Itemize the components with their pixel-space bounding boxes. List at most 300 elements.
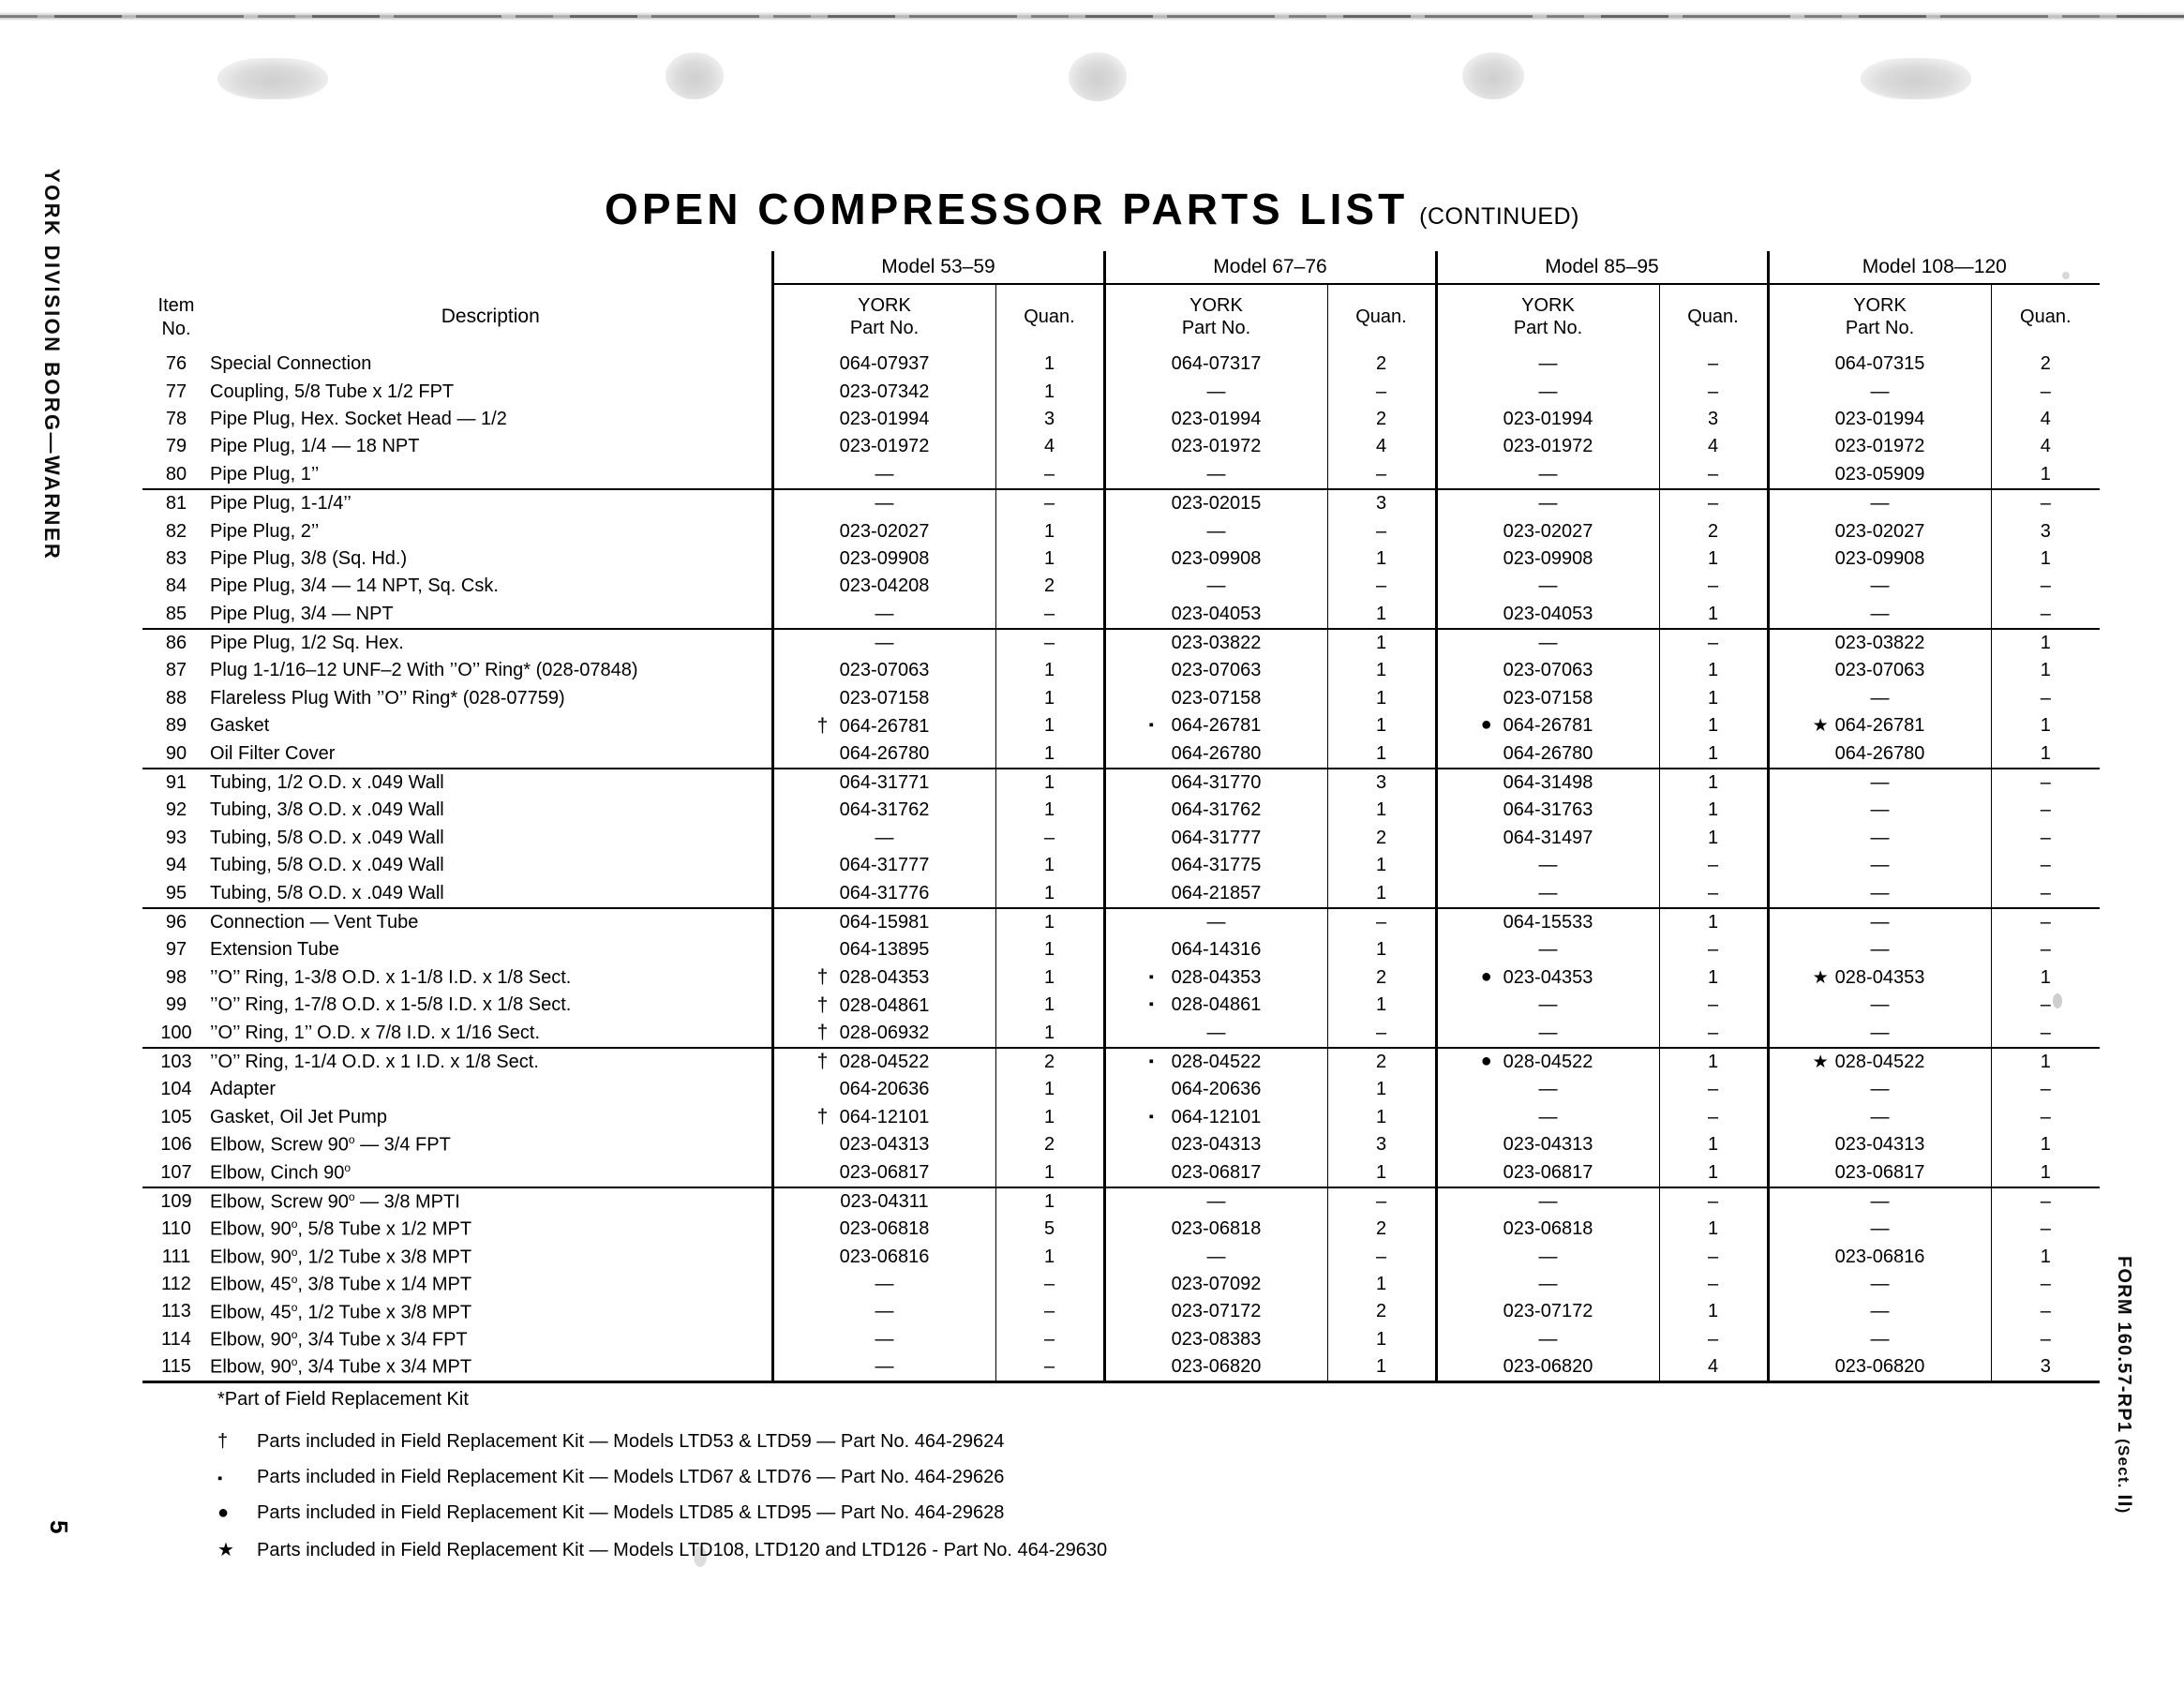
table-row [142, 769, 2100, 797]
header-quan-1: Quan. [995, 284, 1104, 351]
part-number-value: 023-07158 [839, 687, 930, 709]
quantity-cell: – [1327, 1187, 1436, 1216]
part-number-cell [1768, 1271, 1991, 1298]
part-number-value: 023-01994 [1171, 408, 1262, 429]
item-number-cell: 81 [142, 489, 210, 517]
description-cell: Special Connection [210, 351, 772, 378]
part-number-cell [1768, 545, 1991, 573]
part-number-value: 023-06817 [839, 1161, 930, 1183]
quantity-cell: – [1659, 1271, 1768, 1298]
part-number-cell [1768, 852, 1991, 879]
part-number-value: — [1870, 1190, 1890, 1212]
quantity-cell: 1 [1659, 685, 1768, 712]
scan-edge-line [0, 15, 2184, 18]
description-cell: Elbow, 90$^o$, 3/4 Tube x 3/4 MPT [210, 1353, 772, 1382]
quantity-cell: – [1659, 1104, 1768, 1131]
part-number-value: 064-26781 [1834, 715, 1925, 737]
quantity-cell: 1 [995, 1187, 1104, 1216]
quantity-cell: 3 [1991, 1353, 2100, 1382]
quantity-cell: – [1991, 825, 2100, 852]
quantity-cell: 1 [1327, 629, 1436, 657]
table-row [142, 433, 2100, 460]
part-number-value: — [1206, 575, 1226, 597]
quantity-cell: – [1991, 936, 2100, 963]
quantity-cell: – [995, 1298, 1104, 1325]
part-number-cell [772, 797, 995, 824]
quantity-cell: 2 [1327, 406, 1436, 433]
part-number-value: 064-12101 [1171, 1106, 1262, 1127]
quantity-cell: 1 [995, 852, 1104, 879]
footnote-row [217, 1502, 1623, 1524]
part-number-cell [772, 1271, 995, 1298]
model-group-85-95: Model 85–95 [1436, 251, 1768, 284]
quantity-cell: 2 [1659, 517, 1768, 545]
part-number-value: 023-06818 [839, 1218, 930, 1240]
part-number-cell [1436, 1158, 1659, 1187]
part-number-value: — [1538, 1246, 1558, 1267]
part-number-cell [1436, 573, 1659, 600]
quantity-cell: 1 [1327, 601, 1436, 629]
item-number-cell: 111 [161, 1246, 191, 1267]
quantity-cell: 1 [1991, 1244, 2100, 1271]
part-number-cell [1436, 433, 1659, 460]
part-number-value: — [1538, 1079, 1558, 1100]
table-row [142, 1216, 2100, 1243]
part-number-value: 023-06818 [1503, 1218, 1593, 1240]
description-cell: Pipe Plug, 3/8 (Sq. Hd.) [210, 545, 772, 573]
part-number-value: — [875, 463, 894, 485]
part-number-cell [1104, 406, 1327, 433]
quantity-cell: 1 [1327, 739, 1436, 768]
quantity-cell: 1 [1991, 1131, 2100, 1158]
part-number-cell [1436, 769, 1659, 797]
description-cell: Elbow, 90$^o$, 3/4 Tube x 3/4 FPT [210, 1326, 772, 1353]
quantity-cell: – [1659, 1326, 1768, 1353]
quantity-cell: 1 [1327, 685, 1436, 712]
part-number-value: — [1538, 855, 1558, 876]
description-cell: Coupling, 5/8 Tube x 1/2 FPT [210, 378, 772, 405]
page-number: 5 [45, 1520, 73, 1534]
part-number-value: 064-12101 [839, 1107, 930, 1128]
quantity-cell: 2 [1991, 351, 2100, 378]
part-number-value: 023-06818 [1171, 1218, 1262, 1240]
item-number-cell: 107 [160, 1161, 192, 1183]
part-number-cell: † 064-26781 [816, 714, 930, 737]
part-number-cell: ▪ 028-04522 [1104, 1048, 1327, 1076]
quantity-cell: – [995, 461, 1104, 489]
page-title-continued: (CONTINUED) [1419, 203, 1579, 230]
quantity-cell: – [1659, 936, 1768, 963]
item-number-cell: 80 [165, 463, 187, 485]
quantity-cell: – [1991, 573, 2100, 600]
part-number-value: 028-04522 [839, 1052, 930, 1073]
quantity-cell: – [1991, 685, 2100, 712]
quantity-cell: 2 [1327, 1048, 1436, 1076]
quantity-cell: – [1659, 489, 1768, 517]
footnote-row [217, 1467, 1623, 1488]
quantity-cell: 2 [1327, 1298, 1436, 1325]
part-number-value: 023-01972 [839, 436, 930, 457]
item-number-cell: 110 [161, 1218, 191, 1240]
quantity-cell: 1 [1659, 769, 1768, 797]
part-number-value: 023-06816 [1834, 1246, 1925, 1267]
part-number-value: — [1870, 912, 1890, 933]
footnote-row [217, 1538, 1623, 1561]
part-number-cell [1768, 1326, 1991, 1353]
header-spacer-desc [210, 251, 772, 284]
part-number-cell [1104, 1187, 1327, 1216]
part-number-cell [1104, 517, 1327, 545]
quantity-cell: 1 [1659, 964, 1768, 992]
quantity-cell: – [1327, 908, 1436, 936]
part-number-cell [1104, 797, 1327, 824]
quantity-cell: 1 [1327, 1271, 1436, 1298]
description-cell: ’’O’’ Ring, 1-7/8 O.D. x 1-5/8 I.D. x 1/8 Sect. [210, 992, 772, 1019]
part-number-cell [772, 517, 995, 545]
part-number-value: — [1538, 1274, 1558, 1295]
part-number-cell [1436, 879, 1659, 907]
table-row [142, 1187, 2100, 1216]
description-cell: ’’O’’ Ring, 1-3/8 O.D. x 1-1/8 I.D. x 1/8 Sect. [210, 964, 772, 992]
quantity-cell: 1 [995, 517, 1104, 545]
part-number-cell [772, 1216, 995, 1243]
item-number-cell: 91 [142, 769, 210, 797]
part-number-cell [1768, 797, 1991, 824]
item-number-cell: 105 [160, 1106, 192, 1127]
part-number-value: 028-04353 [839, 967, 930, 989]
part-number-value: 064-20636 [839, 1079, 930, 1100]
quantity-cell: – [1991, 1326, 2100, 1353]
table-row [142, 1048, 2100, 1076]
table-row [142, 825, 2100, 852]
part-number-cell [1436, 1244, 1659, 1271]
footnote-text: Parts included in Field Replacement Kit — Models LTD85 & LTD95 — Part No. 464-29628 [257, 1502, 1005, 1523]
header-partno-2: Part No. [1181, 318, 1251, 338]
quantity-cell: 1 [1659, 1048, 1768, 1076]
part-number-value: 023-09908 [1171, 547, 1262, 569]
parts-table [142, 251, 2100, 1383]
quantity-cell: 1 [1327, 936, 1436, 963]
part-number-cell [1436, 852, 1659, 879]
table-row [142, 517, 2100, 545]
footnote-text: Parts included in Field Replacement Kit — Models LTD108, LTD120 and LTD126 - Part No. 464-29630 [257, 1540, 1108, 1560]
quantity-cell: – [1991, 769, 2100, 797]
part-number-cell [772, 1353, 995, 1382]
part-number-cell [1104, 461, 1327, 489]
table-row [142, 1298, 2100, 1325]
header-york-3: YORK [1521, 295, 1575, 317]
part-number-value: 023-01994 [1503, 408, 1593, 429]
part-number-value: — [1538, 575, 1558, 597]
table-row [142, 601, 2100, 629]
quantity-cell: – [1659, 1076, 1768, 1103]
part-number-cell [1104, 545, 1327, 573]
part-number-cell [1436, 657, 1659, 684]
quantity-cell: – [1991, 601, 2100, 629]
part-number-cell [1768, 1244, 1991, 1271]
part-number-cell [1436, 1353, 1659, 1382]
quantity-cell: 1 [1327, 797, 1436, 824]
part-number-value: 064-26781 [1171, 715, 1262, 737]
quantity-cell: – [1991, 378, 2100, 405]
part-number-cell: † 028-04353 [816, 966, 930, 989]
model-group-53-59: Model 53–59 [772, 251, 1104, 284]
quantity-cell: – [1659, 879, 1768, 907]
part-number-cell [1104, 1216, 1327, 1243]
item-number-cell: 115 [142, 1353, 210, 1382]
quantity-cell: – [995, 1271, 1104, 1298]
part-number-value: 023-07063 [1834, 660, 1925, 681]
part-number-cell [1436, 739, 1659, 768]
part-number-value: 023-04311 [840, 1190, 929, 1212]
part-number-value: — [1870, 994, 1890, 1016]
part-number-value: — [1870, 1301, 1890, 1322]
part-number-cell [1104, 433, 1327, 460]
quantity-cell: 1 [995, 685, 1104, 712]
description-cell: Flareless Plug With ’’O’’ Ring* (028-07759) [210, 685, 772, 712]
part-number-cell [772, 825, 995, 852]
part-number-value: 064-15981 [839, 912, 930, 933]
part-number-value: 064-31762 [839, 799, 930, 821]
description-cell: Pipe Plug, 2’’ [210, 517, 772, 545]
part-number-value: 028-04522 [1503, 1051, 1593, 1072]
quantity-cell: 1 [1327, 545, 1436, 573]
quantity-cell: 1 [1327, 852, 1436, 879]
part-number-cell [1768, 517, 1991, 545]
item-number-cell: 92 [165, 799, 187, 821]
description-cell: Pipe Plug, 3/4 — NPT [210, 601, 772, 629]
quantity-cell: 1 [995, 351, 1104, 378]
part-number-value: 023-01994 [1834, 408, 1925, 429]
part-number-value: 064-26780 [1834, 742, 1925, 764]
quantity-cell: – [1327, 378, 1436, 405]
quantity-cell: 1 [1327, 1104, 1436, 1131]
part-number-value: 064-31763 [1503, 799, 1593, 821]
part-number-value: 023-06817 [1834, 1161, 1925, 1183]
part-number-cell [1104, 1244, 1327, 1271]
table-row [142, 992, 2100, 1019]
part-number-cell [1104, 1019, 1327, 1047]
quantity-cell: 1 [1659, 797, 1768, 824]
part-number-value: 023-07063 [839, 660, 930, 681]
quantity-cell: 1 [1659, 1158, 1768, 1187]
header-york-1: YORK [858, 295, 911, 317]
part-number-cell [1436, 1271, 1659, 1298]
description-cell: Elbow, 45$^o$, 1/2 Tube x 3/8 MPT [210, 1298, 772, 1325]
part-number-cell [1768, 573, 1991, 600]
part-number-value: — [1870, 1106, 1890, 1127]
part-number-cell [772, 1131, 995, 1158]
quantity-cell: – [1659, 1187, 1768, 1216]
part-number-value: 023-06817 [1503, 1161, 1593, 1183]
quantity-cell: 1 [1659, 1131, 1768, 1158]
part-number-cell [1436, 629, 1659, 657]
part-number-cell [772, 1298, 995, 1325]
page-title-main: OPEN COMPRESSOR PARTS LIST [605, 185, 1409, 233]
part-number-cell [1768, 1158, 1991, 1187]
quantity-cell: – [1659, 351, 1768, 378]
item-number-cell: 86 [142, 629, 210, 657]
item-number-cell: 94 [165, 855, 187, 876]
footnote-text: Parts included in Field Replacement Kit — Models LTD53 & LTD59 — Part No. 464-29624 [257, 1431, 1005, 1452]
quantity-cell: 1 [995, 657, 1104, 684]
part-number-value: — [1870, 1218, 1890, 1240]
part-number-value: 023-09908 [1834, 547, 1925, 569]
part-number-cell [1768, 1104, 1991, 1131]
part-number-value: — [1206, 381, 1226, 402]
table-row [142, 1104, 2100, 1131]
part-number-value: 023-02015 [1171, 493, 1262, 515]
part-number-value: 023-04313 [1503, 1134, 1593, 1156]
column-header-row [142, 284, 2100, 351]
part-number-cell [772, 433, 995, 460]
quantity-cell: 1 [995, 936, 1104, 963]
table-row [142, 378, 2100, 405]
parts-table-head [142, 251, 2100, 351]
model-group-header-row [142, 251, 2100, 284]
item-number-cell: 104 [160, 1079, 192, 1100]
part-number-value: — [875, 1328, 894, 1350]
part-number-value: — [1870, 575, 1890, 597]
part-number-value: 023-07158 [1503, 687, 1593, 709]
part-number-value: — [1538, 882, 1558, 903]
part-number-value: — [1870, 855, 1890, 876]
quantity-cell: 3 [995, 406, 1104, 433]
table-row [142, 573, 2100, 600]
part-number-cell [1768, 739, 1991, 768]
quantity-cell: 1 [1991, 1048, 2100, 1076]
part-number-cell [772, 936, 995, 963]
part-number-value: — [1870, 493, 1890, 515]
part-number-value: 064-31776 [839, 882, 930, 903]
header-item-line1: Item [157, 294, 195, 316]
part-number-cell [1768, 879, 1991, 907]
part-number-value: — [1206, 463, 1226, 485]
part-number-value: — [875, 493, 894, 515]
section-close-paren: ) [2115, 1507, 2132, 1515]
part-number-value: 064-31777 [1171, 827, 1262, 848]
table-row [142, 1076, 2100, 1103]
part-number-cell [1436, 378, 1659, 405]
part-number-value: 064-31498 [1503, 772, 1593, 794]
quantity-cell: – [995, 489, 1104, 517]
part-number-cell [772, 351, 995, 378]
part-number-value: 028-04861 [1171, 994, 1262, 1016]
part-number-cell [772, 1326, 995, 1353]
part-number-cell [1104, 378, 1327, 405]
part-number-cell [1768, 1216, 1991, 1243]
quantity-cell: – [1327, 517, 1436, 545]
part-number-cell [1104, 629, 1327, 657]
part-number-value: — [1538, 939, 1558, 961]
header-quan-2: Quan. [1327, 284, 1436, 351]
part-number-cell [1768, 1019, 1991, 1047]
quantity-cell: – [1659, 461, 1768, 489]
part-number-cell [1104, 1298, 1327, 1325]
part-number-value: 064-31771 [839, 772, 930, 794]
part-number-value: — [1870, 687, 1890, 709]
part-number-value: — [1206, 1022, 1226, 1043]
header-york-4: YORK [1853, 295, 1907, 317]
part-number-cell [1768, 657, 1991, 684]
description-cell: Pipe Plug, 1’’ [210, 461, 772, 489]
quantity-cell: 2 [995, 1131, 1104, 1158]
table-row [142, 797, 2100, 824]
part-number-value: 023-07158 [1171, 687, 1262, 709]
quantity-cell: 2 [1327, 964, 1436, 992]
part-number-value: 023-09908 [839, 547, 930, 569]
item-number-cell: 82 [165, 520, 187, 542]
part-number-value: — [1538, 633, 1558, 654]
quantity-cell: – [1991, 1076, 2100, 1103]
item-number-cell: 113 [161, 1301, 191, 1322]
part-number-value: 064-31762 [1171, 799, 1262, 821]
item-number-cell: 79 [165, 436, 187, 457]
quantity-cell: 3 [1327, 1131, 1436, 1158]
quantity-cell: – [1659, 573, 1768, 600]
part-number-cell: ▪ 028-04353 [1104, 964, 1327, 992]
quantity-cell: 2 [995, 1048, 1104, 1076]
part-number-cell: ★ 064-26781 [1768, 712, 1991, 739]
part-number-cell [1104, 1076, 1327, 1103]
part-number-value: 023-01972 [1171, 436, 1262, 457]
part-number-cell [1104, 879, 1327, 907]
quantity-cell: 1 [1659, 545, 1768, 573]
table-row [142, 461, 2100, 489]
description-cell: Tubing, 5/8 O.D. x .049 Wall [210, 852, 772, 879]
part-number-value: 023-08383 [1171, 1328, 1262, 1350]
part-number-value: 023-01994 [839, 408, 930, 429]
part-number-cell [1436, 406, 1659, 433]
quantity-cell: 1 [1659, 712, 1768, 739]
part-number-cell [1768, 992, 1991, 1019]
part-number-value: 023-04313 [1171, 1134, 1262, 1156]
quantity-cell: 1 [1659, 1216, 1768, 1243]
description-cell: Elbow, 90$^o$, 5/8 Tube x 1/2 MPT [210, 1216, 772, 1243]
quantity-cell: 2 [995, 573, 1104, 600]
part-number-value: 028-04353 [1834, 966, 1925, 988]
quantity-cell: – [1659, 852, 1768, 879]
part-number-value: 064-07315 [1834, 353, 1925, 375]
part-number-cell [772, 769, 995, 797]
quantity-cell: 3 [1327, 489, 1436, 517]
part-number-cell [772, 378, 995, 405]
part-number-value: — [875, 603, 894, 624]
part-number-value: — [875, 1274, 894, 1295]
part-number-cell [1104, 1353, 1327, 1382]
table-row [142, 712, 2100, 739]
part-number-cell [1436, 825, 1659, 852]
table-row [142, 908, 2100, 936]
quantity-cell: 1 [1991, 1158, 2100, 1187]
quantity-cell: – [1991, 992, 2100, 1019]
quantity-cell: 4 [1659, 1353, 1768, 1382]
part-number-value: 023-04313 [1834, 1134, 1925, 1156]
part-number-value: — [875, 1301, 894, 1322]
quantity-cell: 1 [995, 1158, 1104, 1187]
part-number-cell [772, 545, 995, 573]
quantity-cell: – [995, 1326, 1104, 1353]
footnote-symbol-icon: ★ [217, 1540, 234, 1560]
form-number-margin-text [2113, 1256, 2135, 1515]
table-row [142, 1271, 2100, 1298]
header-item-line2: No. [161, 318, 191, 339]
description-cell: Elbow, 45$^o$, 3/8 Tube x 1/4 MPT [210, 1271, 772, 1298]
part-number-cell [1436, 908, 1659, 936]
part-number-cell [1104, 769, 1327, 797]
part-number-cell [1104, 825, 1327, 852]
part-number-value: — [1870, 939, 1890, 961]
